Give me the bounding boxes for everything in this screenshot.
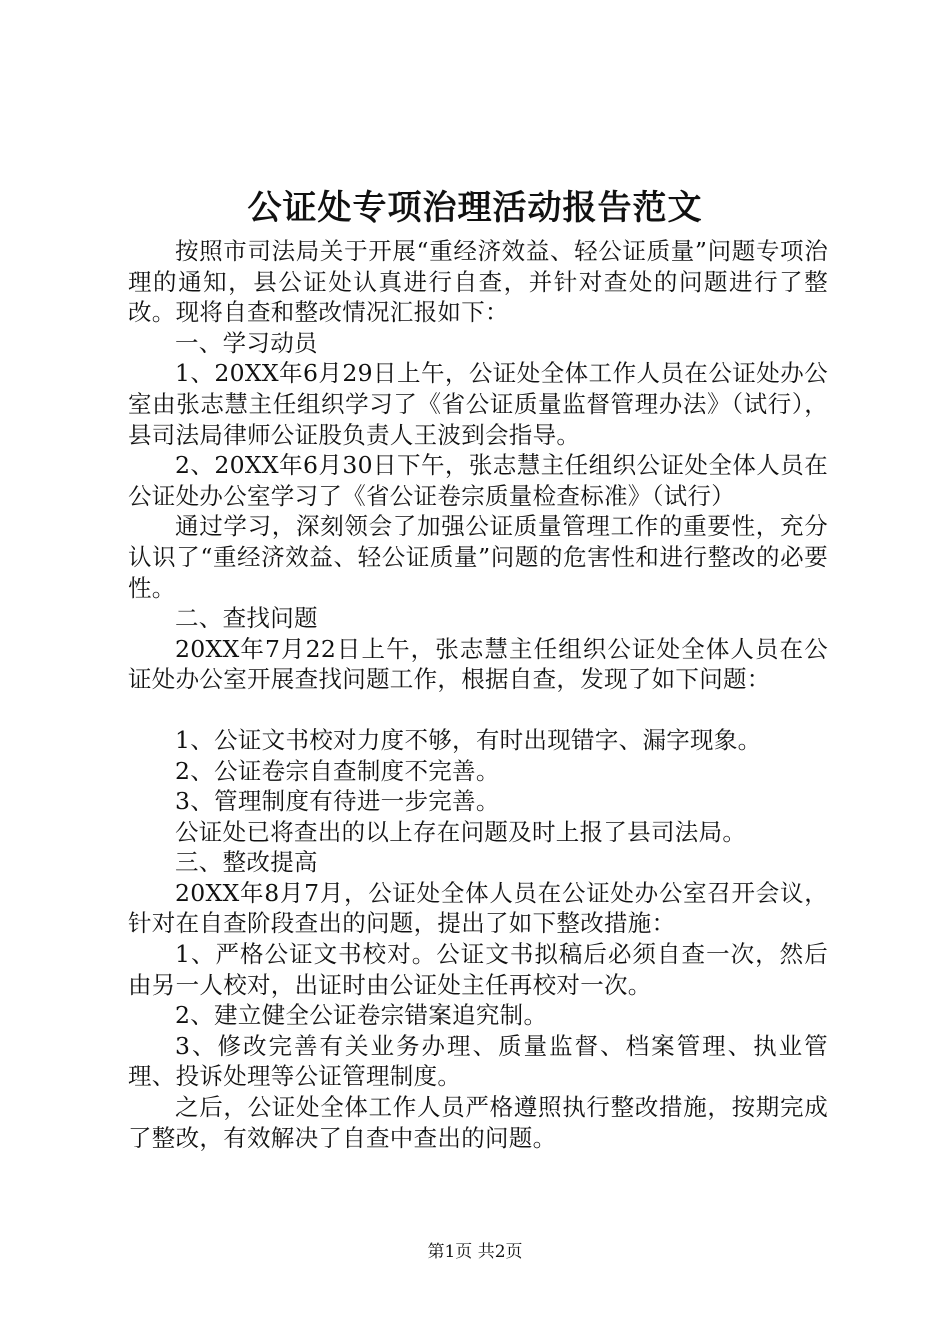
paragraph: 20XX年7月22日上午，张志慧主任组织公证处全体人员在公证处办公室开展查找问题工作，根据自查，发现了如下问题： — [128, 634, 828, 694]
document-body — [128, 236, 828, 1153]
list-item: 1、公证文书校对力度不够，有时出现错字、漏字现象。 — [175, 725, 762, 754]
section-heading-2: 二、查找问题 — [175, 604, 318, 633]
paragraph: 2、20XX年6月30日下午，张志慧主任组织公证处全体人员在公证处办公室学习了《省公证卷宗质量检查标准》（试行） — [128, 451, 828, 510]
document-title: 公证处专项治理活动报告范文 — [247, 188, 703, 228]
paragraph: 1、20XX年6月29日上午，公证处全体工作人员在公证处办公室由张志慧主任组织学习了《省公证质量监督管理办法》（试行），县司法局律师公证股负责人王波到会指导。 — [128, 359, 828, 449]
paragraph: 20XX年8月7月，公证处全体人员在公证处办公室召开会议，针对在自查阶段查出的问题，提出了如下整改措施： — [128, 878, 828, 938]
list-item: 2、建立健全公证卷宗错案追究制。 — [175, 1001, 548, 1030]
paragraph-intro: 按照市司法局关于开展“重经济效益、轻公证质量”问题专项治理的通知，县公证处认真进行自查，并针对查处的问题进行了整改。现将自查和整改情况汇报如下： — [128, 237, 828, 327]
page-number: 第1页 共2页 — [427, 1242, 523, 1262]
paragraph-closing: 之后，公证处全体工作人员严格遵照执行整改措施，按期完成了整改，有效解决了自查中查出的问题。 — [128, 1093, 828, 1152]
list-item: 3、修改完善有关业务办理、质量监督、档案管理、执业管理、投诉处理等公证管理制度。 — [128, 1031, 828, 1091]
section-heading-1: 一、学习动员 — [175, 328, 318, 357]
list-item: 2、公证卷宗自查制度不完善。 — [175, 756, 500, 785]
paragraph: 通过学习，深刻领会了加强公证质量管理工作的重要性，充分认识了“重经济效益、轻公证质量”问题的危害性和进行整改的必要性。 — [128, 512, 828, 602]
list-item: 1、严格公证文书校对。公证文书拟稿后必须自查一次，然后由另一人校对，出证时由公证处主任再校对一次。 — [128, 940, 828, 999]
list-item: 3、管理制度有待进一步完善。 — [175, 787, 500, 816]
paragraph: 公证处已将查出的以上存在问题及时上报了县司法局。 — [175, 817, 747, 846]
section-heading-3: 三、整改提高 — [175, 848, 318, 877]
